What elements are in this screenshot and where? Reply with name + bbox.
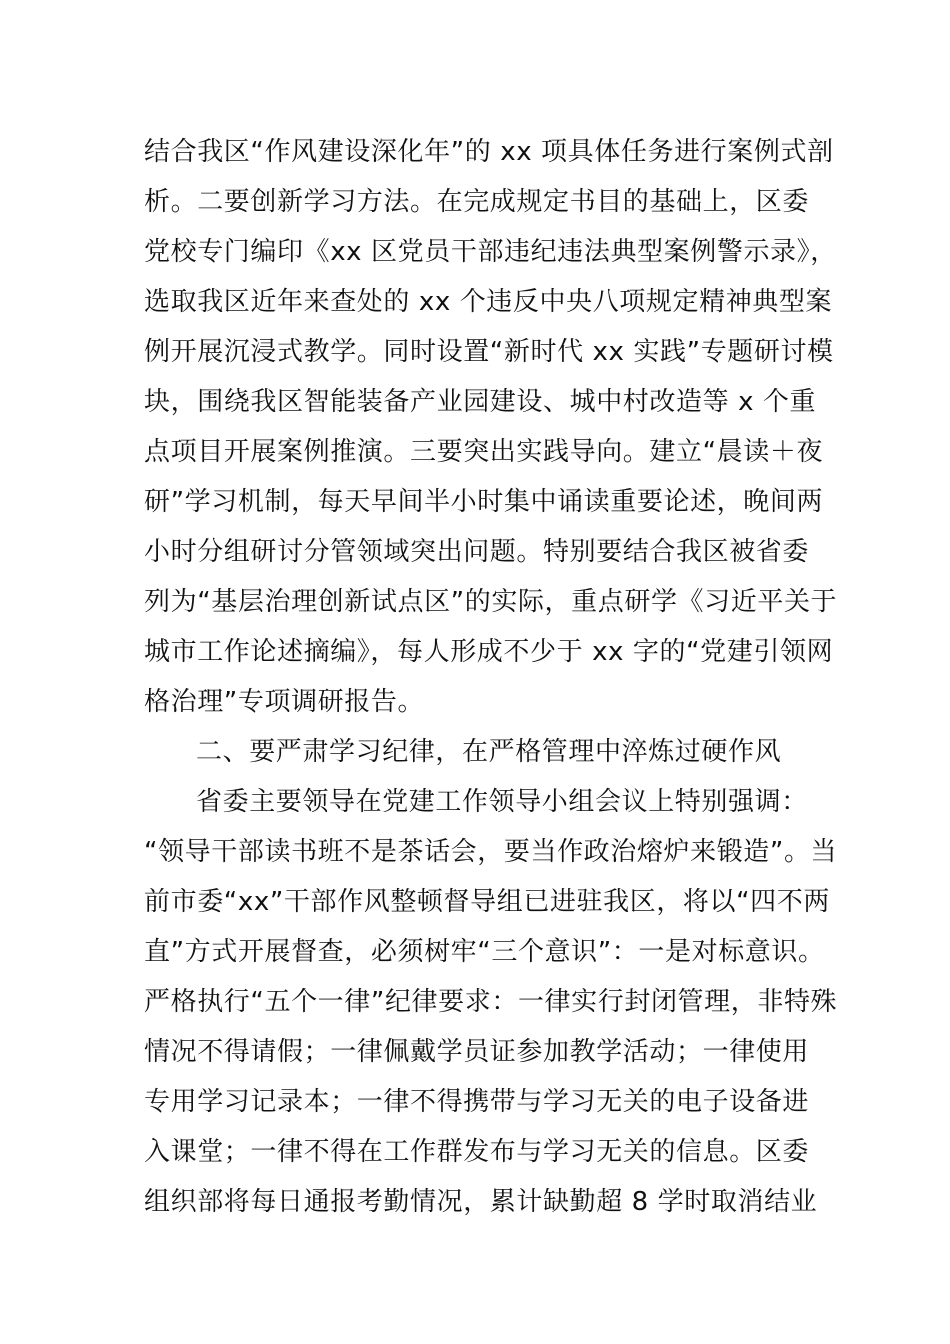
- body-text-line: 块，围绕我区智能装备产业园建设、城中村改造等 x 个重: [144, 387, 817, 417]
- section-heading: 二、要严肃学习纪律，在严格管理中淬炼过硬作风: [196, 737, 782, 767]
- body-text-line: 专用学习记录本；一律不得携带与学习无关的电子设备进: [144, 1087, 810, 1117]
- body-text-line: 小时分组研讨分管领域突出问题。特别要结合我区被省委: [144, 537, 810, 567]
- body-text-line: 例开展沉浸式教学。同时设置“新时代 xx 实践”专题研讨模: [144, 337, 834, 367]
- body-text-line: 党校专门编印《xx 区党员干部违纪违法典型案例警示录》，: [144, 237, 837, 267]
- body-text-line: 格治理”专项调研报告。: [144, 687, 425, 717]
- body-text-line: 组织部将每日通报考勤情况，累计缺勤超 8 学时取消结业: [144, 1187, 818, 1217]
- body-text-line: 选取我区近年来查处的 xx 个违反中央八项规定精神典型案: [144, 287, 833, 317]
- body-text-line: 前市委“xx”干部作风整顿督导组已进驻我区，将以“四不两: [144, 887, 830, 917]
- body-text-line: 列为“基层治理创新试点区”的实际，重点研学《习近平关于: [144, 587, 838, 617]
- body-text-line: “领导干部读书班不是茶话会，要当作政治熔炉来锻造”。当: [144, 837, 838, 867]
- body-text-line: 入课堂；一律不得在工作群发布与学习无关的信息。区委: [144, 1137, 810, 1167]
- body-text-line: 直”方式开展督查，必须树牢“三个意识”：一是对标意识。: [144, 937, 825, 967]
- body-text-line: 点项目开展案例推演。三要突出实践导向。建立“晨读＋夜: [144, 437, 824, 467]
- body-text-line: 情况不得请假；一律佩戴学员证参加教学活动；一律使用: [144, 1037, 810, 1067]
- body-text-line: 城市工作论述摘编》，每人形成不少于 xx 字的“党建引领网: [144, 637, 834, 667]
- body-text-line: 严格执行“五个一律”纪律要求：一律实行封闭管理，非特殊: [144, 987, 838, 1017]
- body-text-line: 结合我区“作风建设深化年”的 xx 项具体任务进行案例式剖: [144, 137, 834, 167]
- body-text-line: 析。二要创新学习方法。在完成规定书目的基础上，区委: [144, 187, 810, 217]
- body-text-line: 省委主要领导在党建工作领导小组会议上特别强调：: [196, 787, 808, 817]
- body-text-line: 研”学习机制，每天早间半小时集中诵读重要论述，晚间两: [144, 487, 824, 517]
